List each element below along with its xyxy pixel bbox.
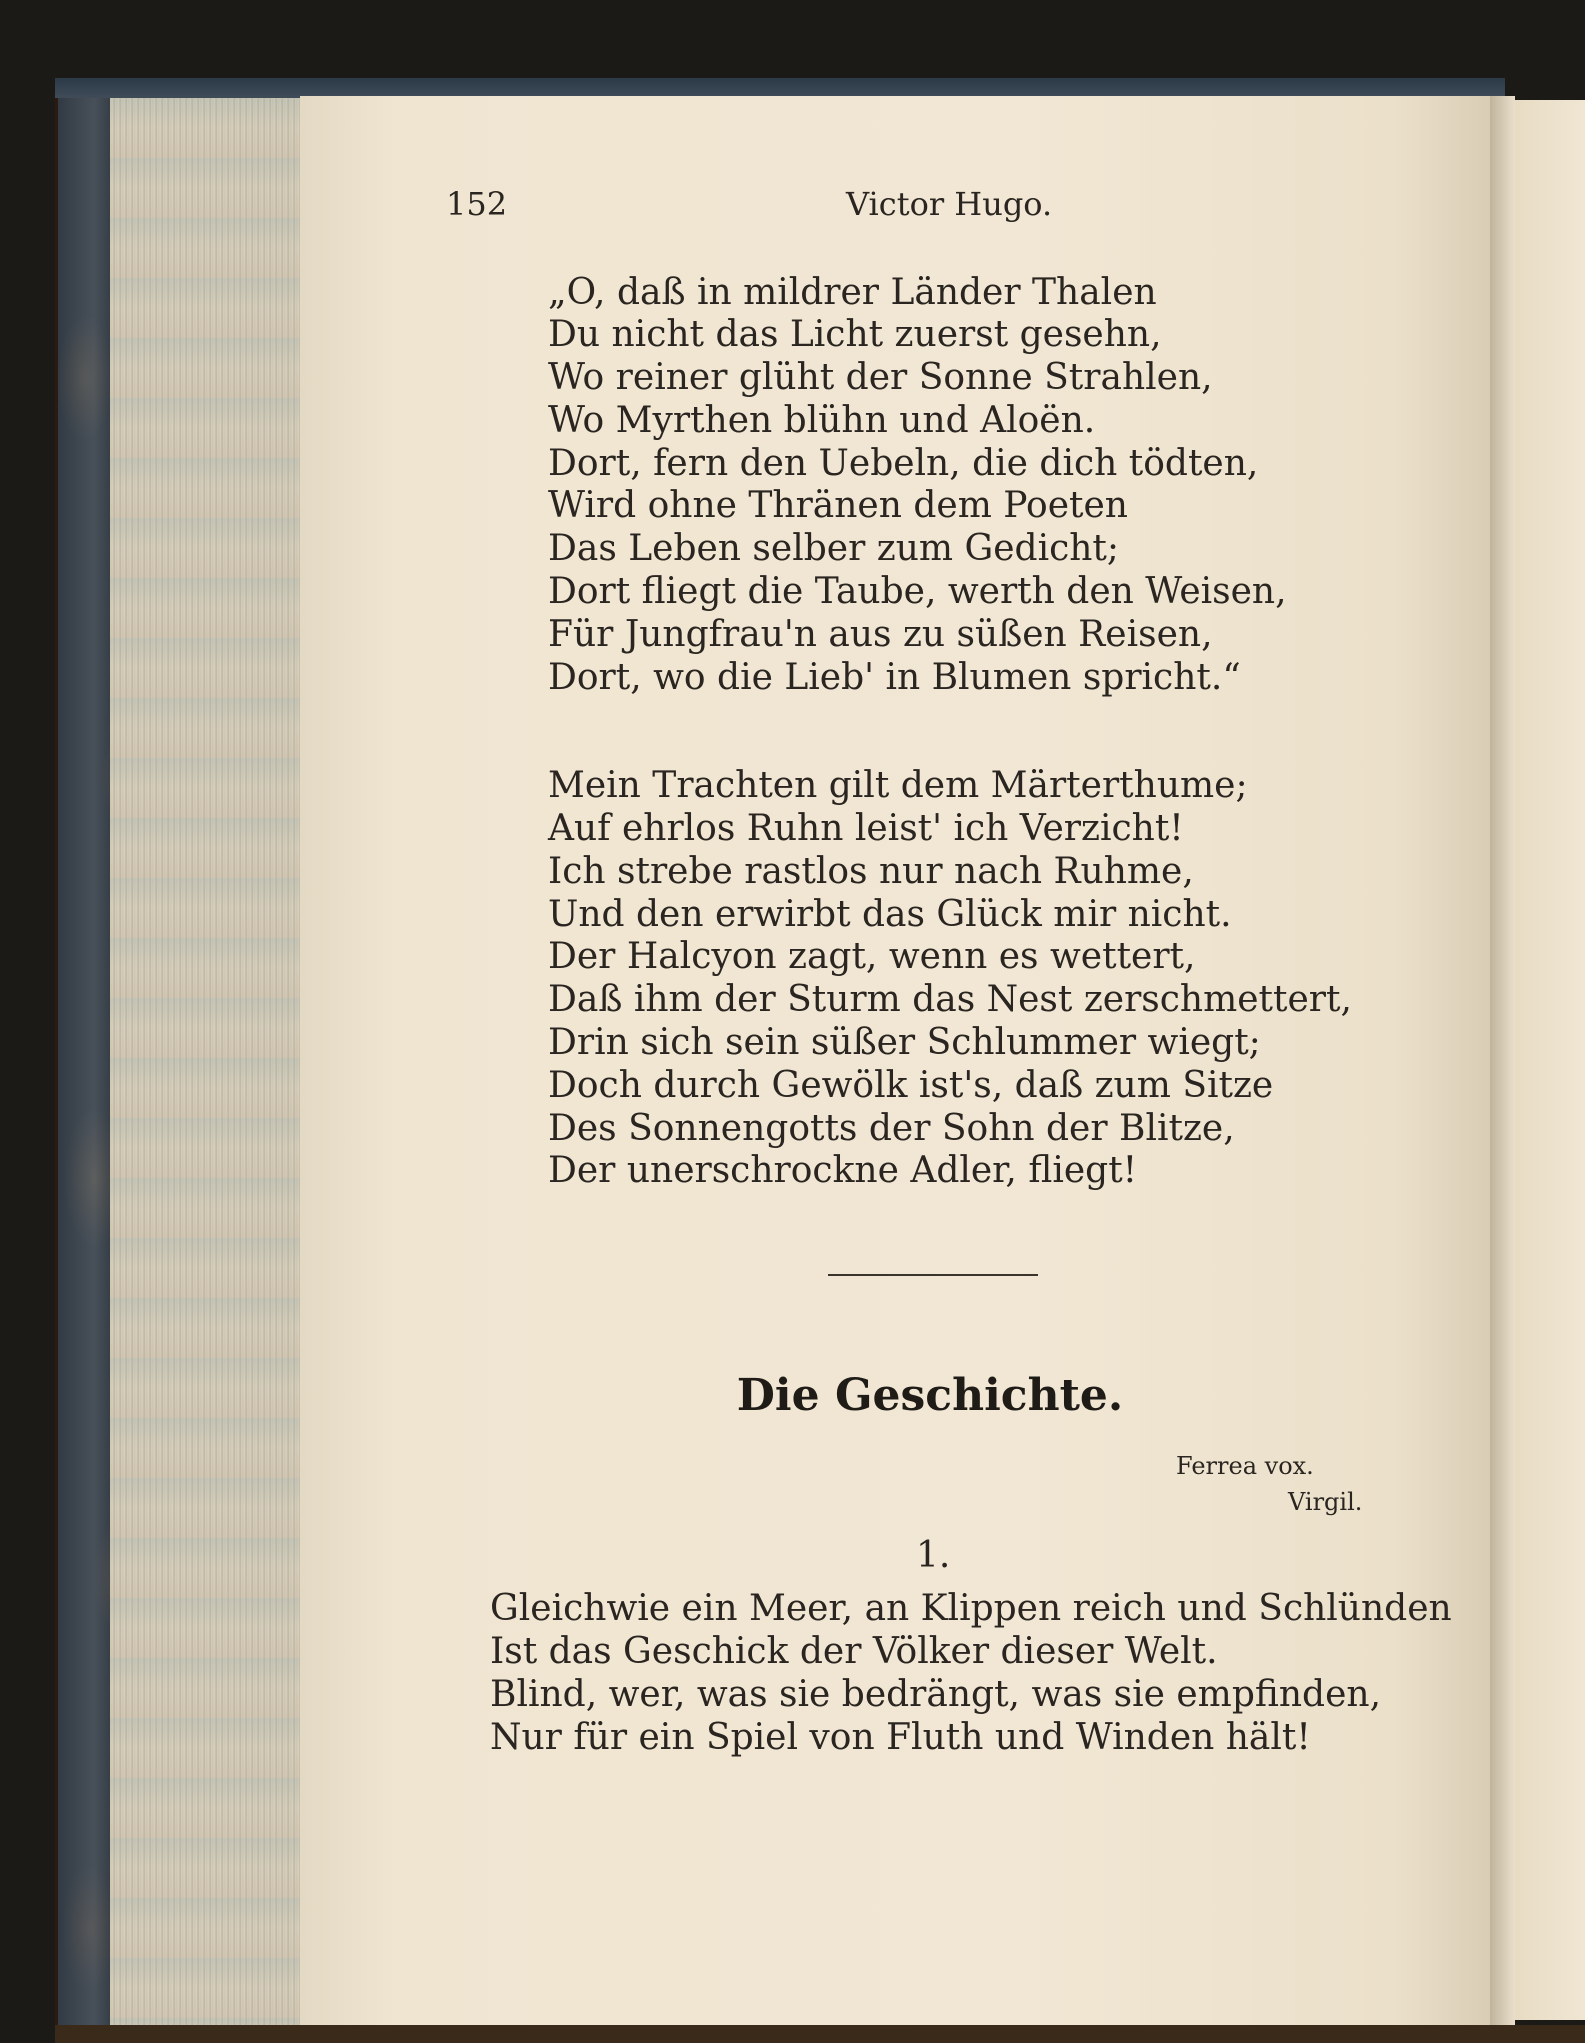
verse-line: Gleichwie ein Meer, an Klippen reich und Schlünden — [490, 1588, 1452, 1629]
verse-line: Ich strebe rastlos nur nach Ruhme, — [548, 851, 1194, 892]
verse-line: Für Jungfrau'n aus zu süßen Reisen, — [548, 614, 1213, 655]
section-title: Die Geschichte. — [736, 1370, 1124, 1421]
verse-line: Dort fliegt die Taube, werth den Weisen, — [548, 571, 1287, 612]
verse-line: Mein Trachten gilt dem Märterthume; — [548, 765, 1248, 806]
running-title: Victor Hugo. — [846, 185, 1053, 223]
verse-line: Und den erwirbt das Glück mir nicht. — [548, 894, 1232, 935]
verse-line: Wo reiner glüht der Sonne Strahlen, — [548, 357, 1213, 398]
verse-line: Daß ihm der Sturm das Nest zerschmettert, — [548, 979, 1352, 1020]
verse-line: Der unerschrockne Adler, fliegt! — [548, 1150, 1138, 1191]
section-number: 1. — [916, 1535, 951, 1576]
cover-spine — [58, 80, 118, 2030]
section-divider — [828, 1274, 1038, 1276]
verse-line: Wo Myrthen blühn und Aloën. — [548, 400, 1096, 441]
verse-line: Der Halcyon zagt, wenn es wettert, — [548, 936, 1196, 977]
verse-line: Wird ohne Thränen dem Poeten — [548, 485, 1128, 526]
verse-line: Des Sonnengotts der Sohn der Blitze, — [548, 1108, 1235, 1149]
page-gutter — [1490, 96, 1515, 2031]
verse-line: Du nicht das Licht zuerst gesehn, — [548, 314, 1162, 355]
cover-top-edge — [55, 78, 1505, 98]
epigraph-author: Virgil. — [1288, 1488, 1363, 1516]
page-number: 152 — [446, 185, 508, 223]
verse-line: Auf ehrlos Ruhn leist' ich Verzicht! — [548, 808, 1184, 849]
verse-line: Dort, wo die Lieb' in Blumen spricht.“ — [548, 657, 1241, 698]
verse-line: Blind, wer, was sie bedrängt, was sie empfinden, — [490, 1674, 1382, 1715]
verse-line: Nur für ein Spiel von Fluth und Winden hält! — [490, 1717, 1311, 1758]
cover-bottom-edge — [55, 2025, 1585, 2043]
verse-line: Doch durch Gewölk ist's, daß zum Sitze — [548, 1065, 1274, 1106]
page-edges — [110, 98, 310, 2028]
verse-line: Das Leben selber zum Gedicht; — [548, 528, 1120, 569]
verse-line: Ist das Geschick der Völker dieser Welt. — [490, 1631, 1218, 1672]
verse-line: „O, daß in mildrer Länder Thalen — [548, 272, 1157, 313]
facing-page-edge — [1515, 100, 1585, 2020]
epigraph: Ferrea vox. — [1176, 1452, 1314, 1480]
verse-line: Drin sich sein süßer Schlummer wiegt; — [548, 1022, 1261, 1063]
verse-line: Dort, fern den Uebeln, die dich tödten, — [548, 443, 1259, 484]
